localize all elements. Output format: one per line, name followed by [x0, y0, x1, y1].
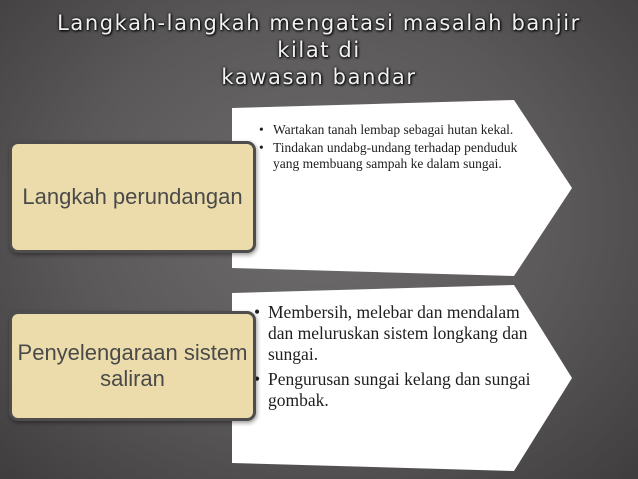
bullet-list-2 [254, 302, 534, 411]
arrow-shape-2 [232, 285, 572, 471]
row-label-box-2 [9, 311, 256, 421]
slide-title-line-2: kawasan bandar [221, 65, 417, 89]
bullet-list-1 [259, 122, 519, 172]
arrow-shape-1 [232, 100, 572, 276]
slide-title-line-1: Langkah-langkah mengatasi masalah banjir kilat di [57, 11, 581, 62]
slide-title [30, 10, 608, 91]
row-label-box-1 [9, 141, 256, 253]
bullet-item: • Tindakan undabg-undang terhadap penduduk yang membuang sampah ke dalam sungai. [259, 140, 519, 172]
row-label-2: Penyelengaraan sistem saliran [17, 340, 248, 391]
bullet-item: • Membersih, melebar dan mendalam dan meluruskan sistem longkang dan sungai. [254, 302, 534, 365]
row-label-1: Langkah perundangan [22, 184, 243, 209]
bullet-item: • Pengurusan sungai kelang dan sungai gombak. [254, 369, 534, 411]
bullet-item: • Wartakan tanah lembap sebagai hutan kekal. [259, 122, 519, 138]
